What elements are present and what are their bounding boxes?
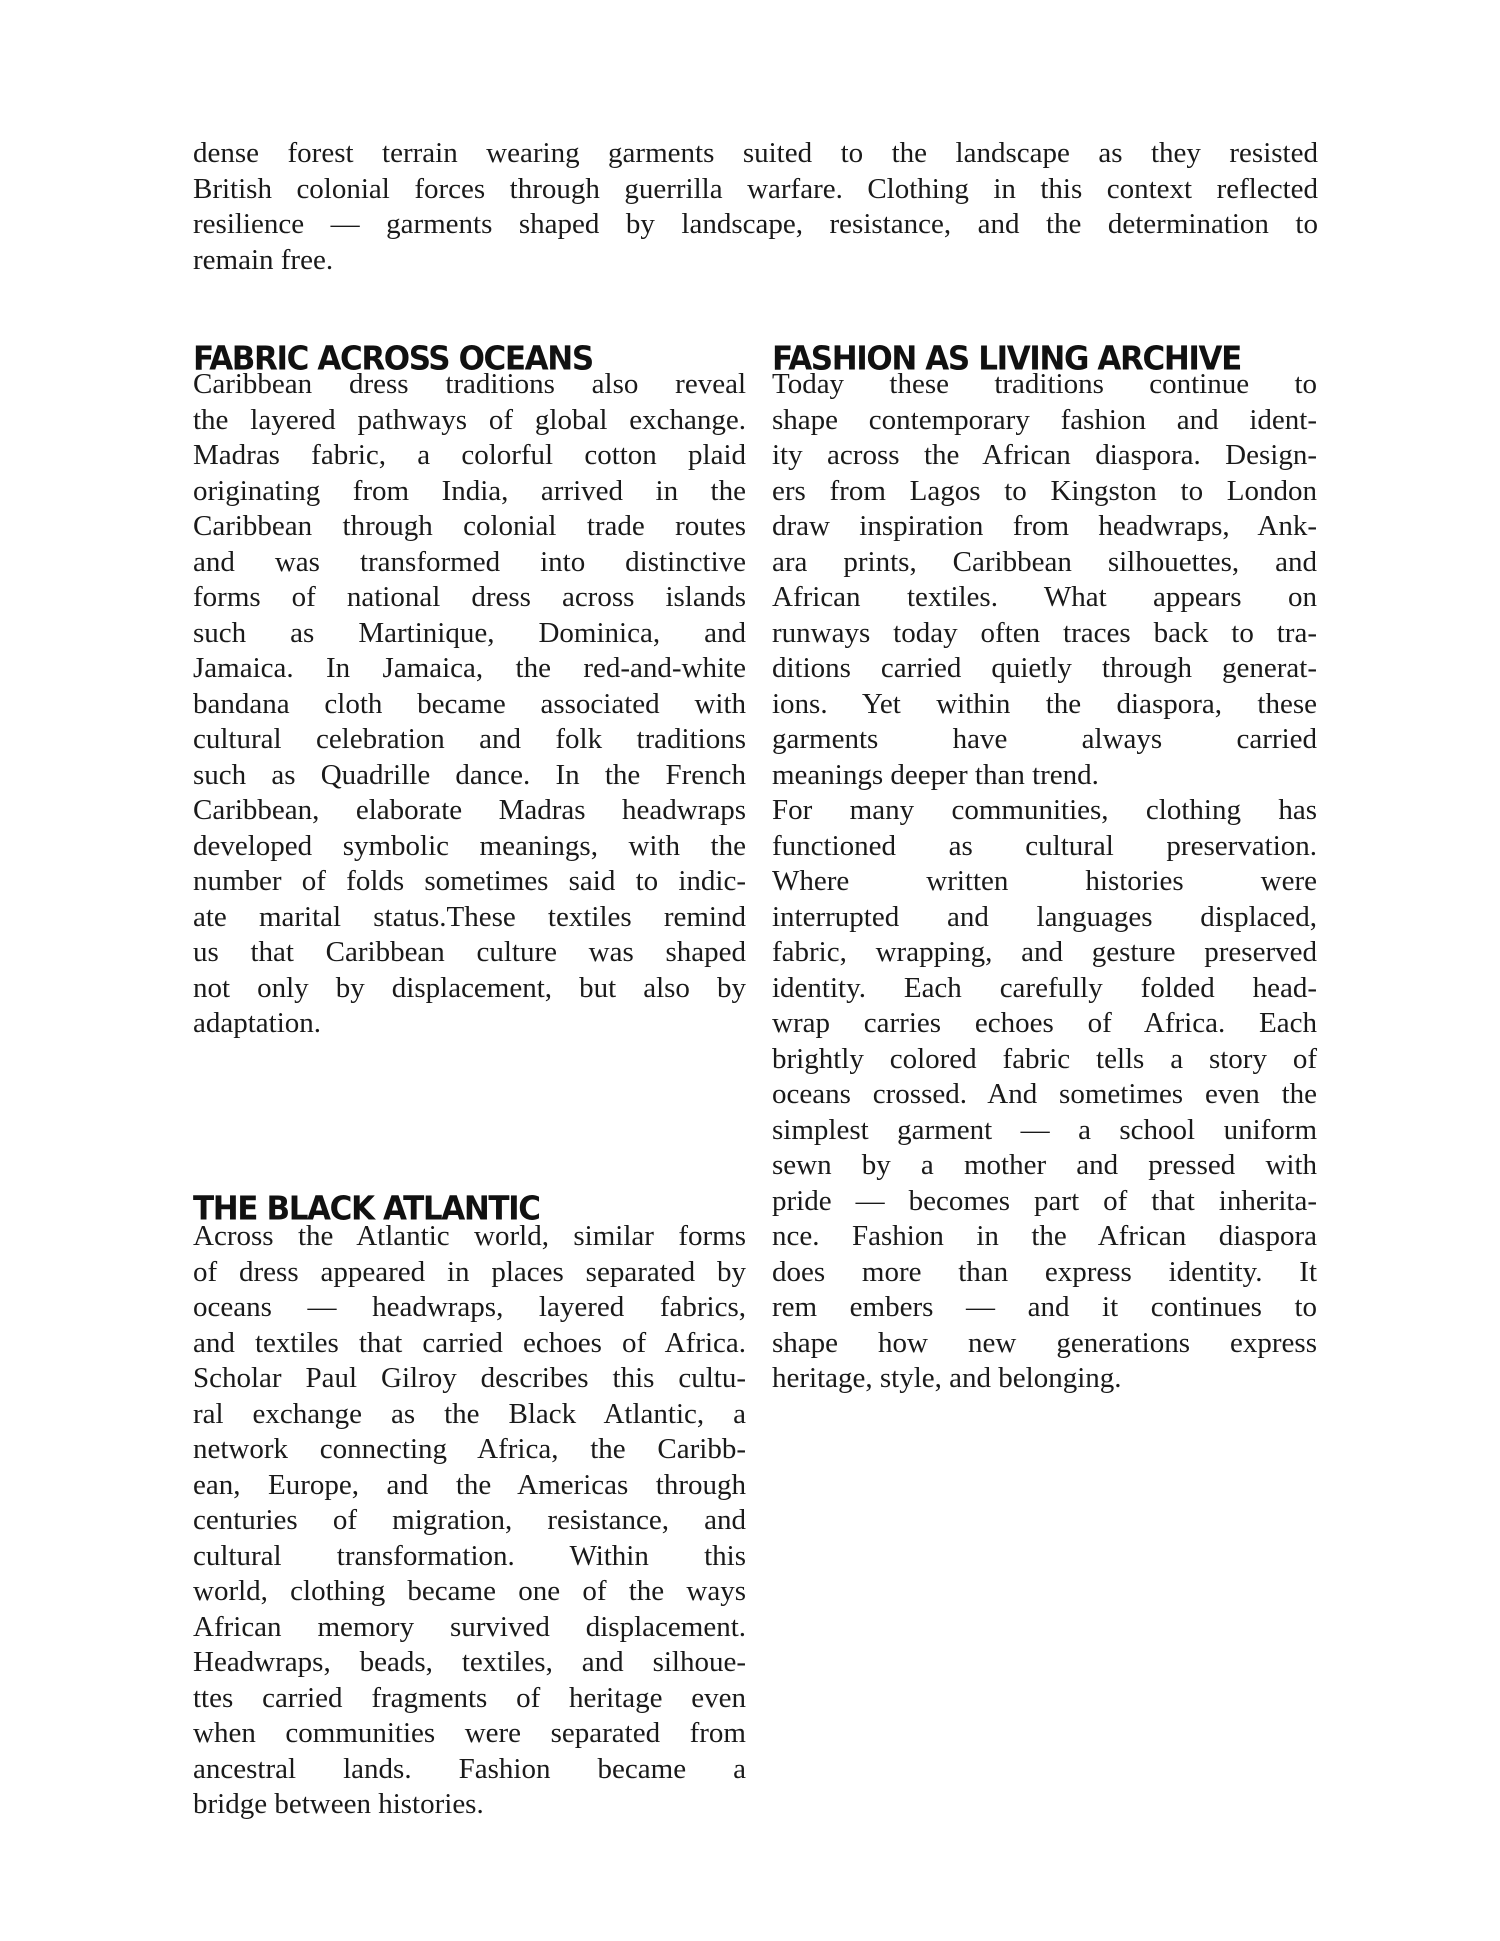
- text-line: functioned as cultural preservation.: [772, 829, 1317, 862]
- text-line: simplest garment — a school uniform: [772, 1113, 1317, 1146]
- text-line: shape how new generations express: [772, 1326, 1317, 1359]
- text-line: ity across the African diaspora. Design-: [772, 439, 1317, 471]
- text-line: oceans crossed. And sometimes even the: [772, 1078, 1317, 1110]
- text-line: Madras fabric, a colorful cotton plaid: [193, 439, 746, 471]
- section-body-the-black-atlantic: [193, 1219, 746, 1823]
- text-line: ean, Europe, and the Americas through: [193, 1468, 746, 1501]
- text-line: centuries of migration, resistance, and: [193, 1504, 746, 1536]
- text-line: ara prints, Caribbean silhouettes, and: [772, 545, 1317, 578]
- text-line: British colonial forces through guerrilla warfare. Clothing in this context reflected: [193, 172, 1318, 205]
- text-line: garments have always carried: [772, 723, 1317, 755]
- text-line: nce. Fashion in the African diaspora: [772, 1220, 1317, 1252]
- text-line: not only by displacement, but also by: [193, 971, 746, 1004]
- text-line: heritage, style, and belonging.: [772, 1362, 1122, 1394]
- text-line: and textiles that carried echoes of Africa.: [193, 1326, 746, 1359]
- text-line: and was transformed into distinctive: [193, 545, 746, 578]
- text-line: does more than express identity. It: [772, 1255, 1317, 1288]
- text-line: ers from Lagos to Kingston to London: [772, 474, 1317, 507]
- text-line: forms of national dress across islands: [193, 581, 746, 613]
- text-line: fabric, wrapping, and gesture preserved: [772, 936, 1317, 968]
- text-line: bridge between histories.: [193, 1788, 484, 1820]
- text-line: cultural celebration and folk traditions: [193, 723, 746, 755]
- text-line: bandana cloth became associated with: [193, 687, 746, 720]
- text-line: African memory survived displacement.: [193, 1610, 746, 1643]
- text-line: wrap carries echoes of Africa. Each: [772, 1007, 1317, 1039]
- text-line: Caribbean dress traditions also reveal: [193, 368, 746, 400]
- text-line: African textiles. What appears on: [772, 581, 1317, 613]
- text-line: Across the Atlantic world, similar forms: [193, 1220, 746, 1252]
- text-line: remain free.: [193, 243, 334, 276]
- text-line: dense forest terrain wearing garments suited to the landscape as they resisted: [193, 137, 1318, 169]
- section-heading-fashion-as-living-archive: FASHION AS LIVING ARCHIVE: [772, 339, 1241, 378]
- text-line: Where written histories were: [772, 865, 1317, 897]
- text-line: adaptation.: [193, 1007, 322, 1039]
- text-line: ancestral lands. Fashion became a: [193, 1752, 746, 1785]
- text-line: us that Caribbean culture was shaped: [193, 936, 746, 968]
- text-line: number of folds sometimes said to indic-: [193, 865, 746, 897]
- text-line: when communities were separated from: [193, 1717, 746, 1749]
- text-line: ttes carried fragments of heritage even: [193, 1681, 746, 1714]
- text-line: meanings deeper than trend.: [772, 758, 1099, 791]
- text-line: Today these traditions continue to: [772, 368, 1317, 400]
- text-line: runways today often traces back to tra-: [772, 616, 1317, 649]
- text-line: ions. Yet within the diaspora, these: [772, 687, 1317, 720]
- intro-paragraph: [193, 136, 1318, 278]
- text-line: ate marital status.These textiles remind: [193, 900, 746, 933]
- text-line: rem embers — and it continues to: [772, 1291, 1317, 1323]
- text-line: such as Martinique, Dominica, and: [193, 616, 746, 649]
- section-heading-fabric-across-oceans: FABRIC ACROSS OCEANS: [193, 339, 593, 378]
- text-line: oceans — headwraps, layered fabrics,: [193, 1291, 746, 1323]
- text-line: Jamaica. In Jamaica, the red-and-white: [193, 652, 746, 684]
- text-line: ditions carried quietly through generat-: [772, 652, 1317, 684]
- text-line: cultural transformation. Within this: [193, 1539, 746, 1572]
- text-line: originating from India, arrived in the: [193, 474, 746, 507]
- text-line: brightly colored fabric tells a story of: [772, 1042, 1317, 1075]
- text-line: of dress appeared in places separated by: [193, 1255, 746, 1288]
- text-line: shape contemporary fashion and ident-: [772, 403, 1317, 436]
- text-line: resilience — garments shaped by landscape, resistance, and the determination to: [193, 208, 1318, 240]
- text-line: Scholar Paul Gilroy describes this cultu-: [193, 1362, 746, 1394]
- text-line: For many communities, clothing has: [772, 794, 1317, 826]
- text-line: Caribbean, elaborate Madras headwraps: [193, 794, 746, 826]
- text-line: network connecting Africa, the Caribb-: [193, 1433, 746, 1465]
- text-line: sewn by a mother and pressed with: [772, 1149, 1317, 1181]
- text-line: such as Quadrille dance. In the French: [193, 758, 746, 791]
- section-heading-the-black-atlantic: THE BLACK ATLANTIC: [193, 1189, 540, 1228]
- text-line: Caribbean through colonial trade routes: [193, 510, 746, 542]
- text-line: ral exchange as the Black Atlantic, a: [193, 1397, 746, 1430]
- text-line: world, clothing became one of the ways: [193, 1575, 746, 1607]
- text-line: the layered pathways of global exchange.: [193, 403, 746, 436]
- text-line: draw inspiration from headwraps, Ank-: [772, 510, 1317, 542]
- text-line: developed symbolic meanings, with the: [193, 829, 746, 862]
- text-line: Headwraps, beads, textiles, and silhoue-: [193, 1646, 746, 1678]
- section-body-fabric-across-oceans: [193, 367, 746, 1042]
- text-line: interrupted and languages displaced,: [772, 900, 1317, 933]
- text-line: identity. Each carefully folded head-: [772, 971, 1317, 1004]
- text-line: pride — becomes part of that inherita-: [772, 1184, 1317, 1217]
- section-body-fashion-as-living-archive: [772, 367, 1317, 1397]
